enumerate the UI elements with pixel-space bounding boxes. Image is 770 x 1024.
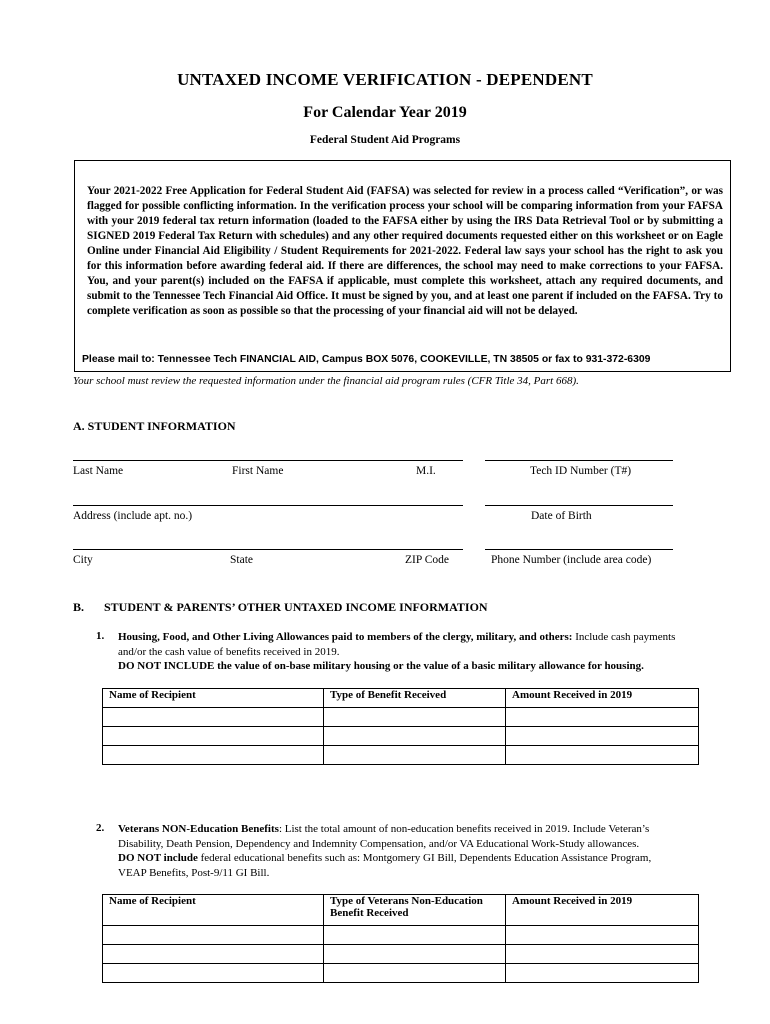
item-1-title: Housing, Food, and Other Living Allowances paid to members of the clergy, military, and others: xyxy=(118,631,573,643)
state-label: State xyxy=(230,554,253,566)
review-note: Your school must review the requested information under the financial aid program rules (CFR Title 34, Part 668). xyxy=(73,375,579,387)
item-1-desc: Include cash payments and/or the cash value of benefits received in 2019. xyxy=(118,631,676,658)
table-row xyxy=(103,964,699,983)
table-row xyxy=(103,746,699,765)
table-cell[interactable] xyxy=(103,945,324,964)
table-cell[interactable] xyxy=(506,708,699,727)
first-name-label: First Name xyxy=(232,465,284,477)
table-row xyxy=(103,727,699,746)
table-row xyxy=(103,926,699,945)
last-name-label: Last Name xyxy=(73,465,124,477)
city-label: City xyxy=(73,554,93,566)
dob-label: Date of Birth xyxy=(531,510,592,522)
zip-label: ZIP Code xyxy=(405,554,449,566)
column-header: Name of Recipient xyxy=(103,689,324,708)
item-2-table xyxy=(102,894,699,983)
mi-label: M.I. xyxy=(416,465,436,477)
city-state-zip-line[interactable] xyxy=(73,549,463,550)
column-header: Type of Veterans Non-Education Benefit Received xyxy=(324,895,506,926)
programs-label: Federal Student Aid Programs xyxy=(309,134,461,146)
table-row xyxy=(103,708,699,727)
column-header: Amount Received in 2019 xyxy=(506,689,699,708)
item-2-exclusion: federal educational benefits such as: Montgomery GI Bill, Dependents Education Assistance Program, VEAP Benefits, Post-9/11 GI Bill. xyxy=(118,852,652,879)
phone-line[interactable] xyxy=(485,549,673,550)
table-cell[interactable] xyxy=(506,727,699,746)
table-cell[interactable] xyxy=(103,964,324,983)
mailing-instructions: Please mail to: Tennessee Tech FINANCIAL AID, Campus BOX 5076, COOKEVILLE, TN 38505 or fax to 931-372-6309 xyxy=(82,354,651,365)
item-1-description xyxy=(118,630,678,674)
table-header-row xyxy=(103,895,699,926)
table-cell[interactable] xyxy=(324,746,506,765)
address-line[interactable] xyxy=(73,505,463,506)
form-title: UNTAXED INCOME VERIFICATION - DEPENDENT xyxy=(177,70,593,89)
address-label: Address (include apt. no.) xyxy=(73,510,193,522)
tech-id-label: Tech ID Number (T#) xyxy=(530,465,632,477)
item-2-number: 2. xyxy=(96,822,105,834)
name-line[interactable] xyxy=(73,460,463,461)
item-1-number: 1. xyxy=(96,630,105,642)
form-subtitle: For Calendar Year 2019 xyxy=(303,104,467,121)
section-a-heading: A. STUDENT INFORMATION xyxy=(73,419,236,433)
section-b-letter: B. xyxy=(73,600,85,614)
table-cell[interactable] xyxy=(324,964,506,983)
phone-label: Phone Number (include area code) xyxy=(491,554,652,566)
table-cell[interactable] xyxy=(324,945,506,964)
item-2-description xyxy=(118,822,678,880)
table-cell[interactable] xyxy=(324,708,506,727)
dob-line[interactable] xyxy=(485,505,673,506)
item-1-table xyxy=(102,688,699,765)
table-cell[interactable] xyxy=(506,746,699,765)
table-cell[interactable] xyxy=(324,727,506,746)
column-header: Name of Recipient xyxy=(103,895,324,926)
column-header: Type of Benefit Received xyxy=(324,689,506,708)
section-b-heading: STUDENT & PARENTS’ OTHER UNTAXED INCOME INFORMATION xyxy=(104,600,488,614)
table-cell[interactable] xyxy=(506,926,699,945)
table-cell[interactable] xyxy=(103,926,324,945)
column-header: Amount Received in 2019 xyxy=(506,895,699,926)
item-2-desc: : List the total amount of non-education benefits received in 2019. Include Veteran’s Disability, Death Pension, Dependency and Indemnity Compensation, and/or VA Educational Work-Study allowances. xyxy=(118,823,650,850)
verification-notice-box xyxy=(74,160,731,372)
verification-notice-text: Your 2021-2022 Free Application for Federal Student Aid (FAFSA) was selected for review in a process called “Verification”, or was flagged for possible conflicting information. In the verification process your school will be comparing information from your FAFSA with your 2019 federal tax return information (loaded to the FAFSA either by using the IRS Data Retrieval Tool or by submitting a SIGNED 2019 Federal Tax Return with schedules) and any other required documents requested either on this worksheet or on Eagle Online under Financial Aid Eligibility / Student Requirements for 2021-2022. Federal law says your school has the right to ask you for this information before awarding federal aid. If there are differences, the school may need to make corrections to your FAFSA. You, and your parent(s) included on the FAFSA if applicable, must complete this worksheet, attach any required documents, and submit to the Tennessee Tech Financial Aid Office. It must be signed by you, and at least one parent if included on the FAFSA. Try to complete verification as soon as possible so that the processing of your financial aid will not be delayed. xyxy=(87,185,723,317)
table-cell[interactable] xyxy=(103,746,324,765)
table-header-row xyxy=(103,689,699,708)
table-cell[interactable] xyxy=(506,964,699,983)
item-1-exclusion: DO NOT INCLUDE the value of on-base military housing or the value of a basic military allowance for housing. xyxy=(118,660,644,672)
tech-id-line[interactable] xyxy=(485,460,673,461)
item-2-title: Veterans NON-Education Benefits xyxy=(118,823,279,835)
table-cell[interactable] xyxy=(103,708,324,727)
item-2-exclusion-lead: DO NOT include xyxy=(118,852,198,864)
table-cell[interactable] xyxy=(506,945,699,964)
table-row xyxy=(103,945,699,964)
table-cell[interactable] xyxy=(103,727,324,746)
table-cell[interactable] xyxy=(324,926,506,945)
